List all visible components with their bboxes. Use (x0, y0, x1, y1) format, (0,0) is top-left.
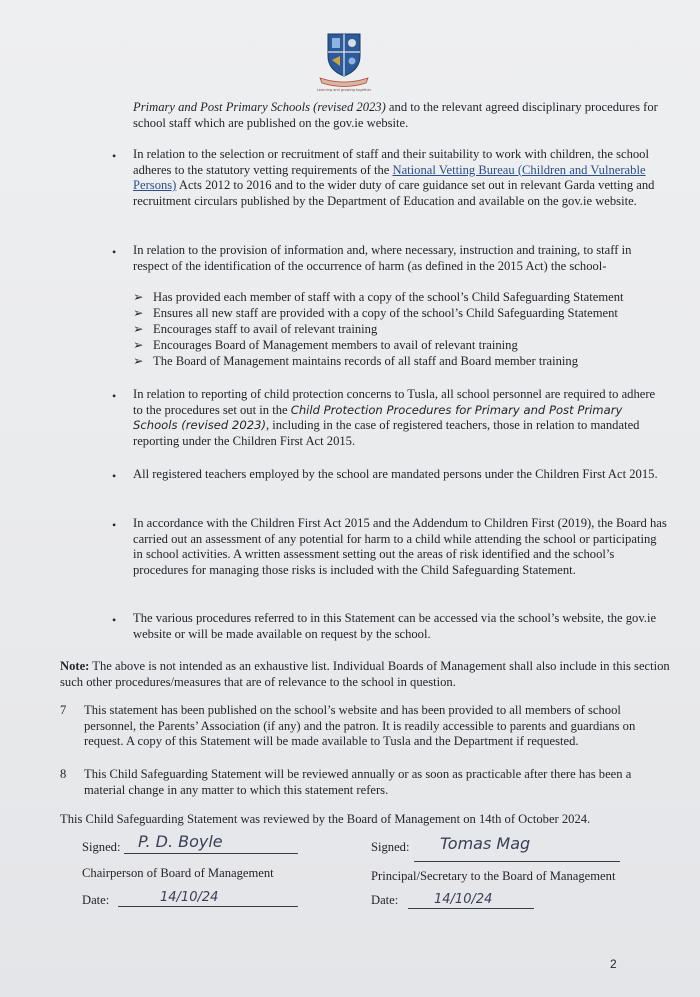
publication-paragraph: This statement has been published on the school’s website and has been provided to all members of school personnel, the Parents’ Association (if any) and the patron. It is readily accessible to parents and guardians on request. A copy of this Statement will be made available to Tusla and the Department if requested. (84, 703, 636, 749)
list-item: ➢ Encourages Board of Management members to avail of relevant training (133, 338, 518, 352)
bullet-5: • (112, 518, 117, 532)
vetting-paragraph: In relation to the selection or recruitment of staff and their suitability to work with children, the school adheres to the statutory vetting requirements of the National Vetting Bureau (Children and Vulnerable Persons) Acts 2012 to 2016 and to the wider duty of care guidance set out in relevant Garda vetting and recruitment circulars published by the Department of Education and available on the gov.ie website. (133, 147, 655, 208)
item-number-7: 7 (60, 703, 67, 717)
page-number: 2 (610, 957, 617, 971)
bullet-3: • (112, 389, 117, 403)
date-label-left: Date: (82, 893, 110, 907)
reporting-paragraph: In relation to reporting of child protection concerns to Tusla, all school personnel are required to adhere to the procedures set out in the Child Protection Procedures for Primary and Post Primary Schools (revised 2023), including in the case of registered teachers, those in relation to mandated reporting under the Children First Act 2015. (133, 387, 656, 448)
review-statement: This Child Safeguarding Statement was reviewed by the Board of Management on 14th of October 2024. (60, 812, 591, 826)
bullet-2: • (112, 245, 117, 259)
arrow-bullet-icon: ➢ (133, 354, 144, 368)
bullet-6: • (112, 613, 117, 627)
bullet-4: • (112, 469, 117, 483)
national-vetting-bureau-link[interactable]: National Vetting Bureau (Children and Vulnerable Persons) (133, 162, 646, 193)
school-crest-icon (318, 30, 370, 90)
chairperson-signature: P. D. Boyle (138, 832, 223, 851)
signature-line-left (124, 853, 298, 854)
principal-signature: Tomas Mag (440, 834, 531, 853)
risk-assessment-paragraph: In accordance with the Children First Act 2015 and the Addendum to Children First (2019), the Board has carried out an assessment of any potential for harm to a child while attending the school or participating in school activities. A written assessment setting out the areas of risk identified and the school’s procedures for managing those risks is included with the Child Safeguarding Statement. (133, 516, 667, 577)
bullet-1: • (112, 149, 117, 163)
signature-line-right (414, 861, 620, 862)
mandated-persons-paragraph: All registered teachers employed by the school are mandated persons under the Children First Act 2015. (133, 467, 658, 481)
training-paragraph: In relation to the provision of information and, where necessary, instruction and training, to staff in respect of the identification of the occurrence of harm (as defined in the 2015 Act) the school- (133, 243, 632, 273)
arrow-bullet-icon: ➢ (133, 338, 144, 352)
signed-label-right: Signed: (371, 840, 410, 854)
list-item: ➢ Encourages staff to avail of relevant training (133, 322, 378, 336)
principal-role: Principal/Secretary to the Board of Management (371, 869, 616, 883)
crest-motto: Learning and growing together (316, 88, 372, 92)
date-line-left (118, 906, 298, 907)
procedures-access-paragraph: The various procedures referred to in this Statement can be accessed via the school’s website, the gov.ie website or will be made available on request by the school. (133, 611, 657, 641)
signed-label-left: Signed: (82, 840, 121, 854)
date-line-right (408, 908, 534, 909)
list-item: ➢ Has provided each member of staff with a copy of the school’s Child Safeguarding Statement (133, 290, 624, 304)
arrow-bullet-icon: ➢ (133, 290, 144, 304)
list-item: ➢ The Board of Management maintains records of all staff and Board member training (133, 354, 579, 368)
arrow-bullet-icon: ➢ (133, 306, 144, 320)
list-item: ➢ Ensures all new staff are provided with a copy of the school’s Child Safeguarding Statement (133, 306, 618, 320)
principal-date: 14/10/24 (434, 892, 493, 907)
arrow-bullet-icon: ➢ (133, 322, 144, 336)
intro-paragraph: Primary and Post Primary Schools (revised 2023) and to the relevant agreed disciplinary procedures for school staff which are published on the gov.ie website. (133, 100, 658, 130)
date-label-right: Date: (371, 893, 399, 907)
chairperson-date: 14/10/24 (160, 890, 219, 905)
review-commitment-paragraph: This Child Safeguarding Statement will be reviewed annually or as soon as practicable after there has been a material change in any matter to which this statement refers. (84, 767, 632, 797)
item-number-8: 8 (60, 767, 67, 781)
chairperson-role: Chairperson of Board of Management (82, 866, 274, 880)
note-paragraph: Note: The above is not intended as an exhaustive list. Individual Boards of Management shall also include in this section such other procedures/measures that are of relevance to the school in question. (60, 659, 670, 689)
